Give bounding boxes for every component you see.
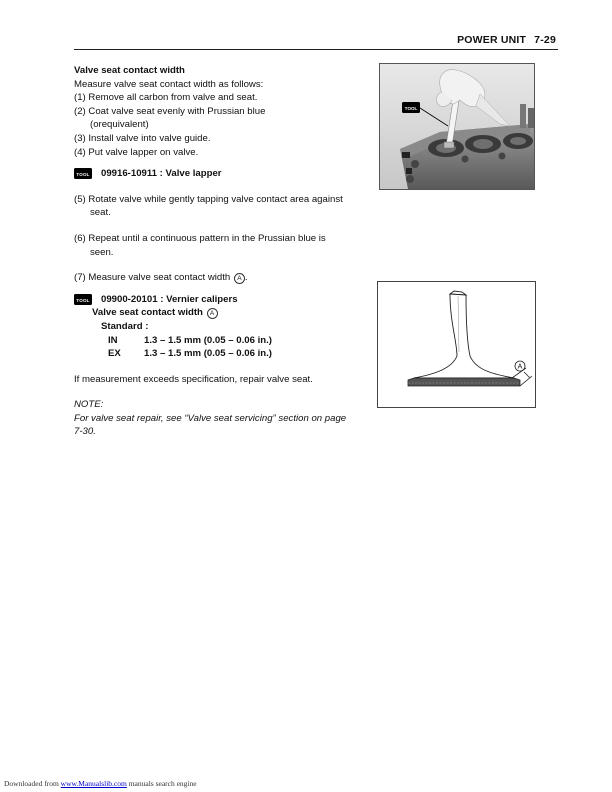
spec-in-label: IN xyxy=(108,334,118,346)
spec-block xyxy=(74,306,356,360)
diagram-a-label: A xyxy=(517,363,523,371)
spec-row-in xyxy=(92,334,356,348)
valve-lapper-photo-image xyxy=(380,64,534,189)
standard-label: Standard : xyxy=(101,320,149,332)
valve-lapper-photo xyxy=(379,63,535,190)
page-header xyxy=(74,33,558,50)
footer-link[interactable]: www.Manualslib.com xyxy=(60,779,127,788)
step-7-text: (7) Measure valve seat contact width xyxy=(74,272,231,284)
tool-icon: TOOL xyxy=(74,168,92,179)
main-column xyxy=(74,64,356,439)
step-3: (3) Install valve into valve guide. xyxy=(74,132,211,144)
section-title: Valve seat contact width xyxy=(74,65,185,76)
footer-suffix: manuals search engine xyxy=(128,779,197,788)
valve-contact-width-diagram xyxy=(377,281,536,408)
tool-vernier-calipers xyxy=(74,293,356,307)
header-section: POWER UNIT xyxy=(457,34,527,46)
valve-diagram-image xyxy=(378,282,535,407)
note-line-1: For valve seat repair, see “Valve seat servicing” section on page xyxy=(74,412,347,424)
header-text xyxy=(457,34,556,46)
step-6-cont: seen. xyxy=(90,246,114,258)
intro-text: Measure valve seat contact width as follows: xyxy=(74,78,264,90)
note-line-2: 7-30. xyxy=(74,426,96,438)
spec-ex-label: EX xyxy=(108,348,121,360)
spec-title-text: Valve seat contact width xyxy=(92,307,203,319)
step-1: (1) Remove all carbon from valve and seat. xyxy=(74,92,258,104)
tool-icon: TOOL xyxy=(74,294,92,305)
tool-vernier-calipers-text: 09900-20101 : Vernier calipers xyxy=(101,293,238,305)
step-5-cont: seat. xyxy=(90,207,111,219)
spec-title xyxy=(92,306,356,320)
step-7: (7) Measure valve seat contact width A . xyxy=(74,272,248,284)
spec-in-value: 1.3 – 1.5 mm (0.05 – 0.06 in.) xyxy=(144,334,272,346)
tool-valve-lapper xyxy=(74,167,356,181)
step-6: (6) Repeat until a continuous pattern in the Prussian blue is xyxy=(74,232,326,244)
page-footer xyxy=(4,779,197,788)
step-2: (2) Coat valve seat evenly with Prussian blue xyxy=(74,105,266,117)
photo-tool-icon: TOOL xyxy=(404,106,418,111)
spec-row-ex xyxy=(92,347,356,361)
header-page-number: 7-29 xyxy=(534,34,556,46)
step-4: (4) Put valve lapper on valve. xyxy=(74,146,199,158)
step-5: (5) Rotate valve while gently tapping valve contact area against xyxy=(74,193,343,205)
spec-ex-value: 1.3 – 1.5 mm (0.05 – 0.06 in.) xyxy=(144,348,272,360)
circled-a-marker: A xyxy=(207,308,218,319)
note-label: NOTE: xyxy=(74,399,104,411)
tool-valve-lapper-text: 09916-10911 : Valve lapper xyxy=(101,168,222,180)
footer-prefix: Downloaded from xyxy=(4,779,59,788)
step-2-cont: (orequivalent) xyxy=(90,119,149,131)
circled-a-marker: A xyxy=(234,273,245,284)
exceed-text: If measurement exceeds specification, repair valve seat. xyxy=(74,373,313,385)
